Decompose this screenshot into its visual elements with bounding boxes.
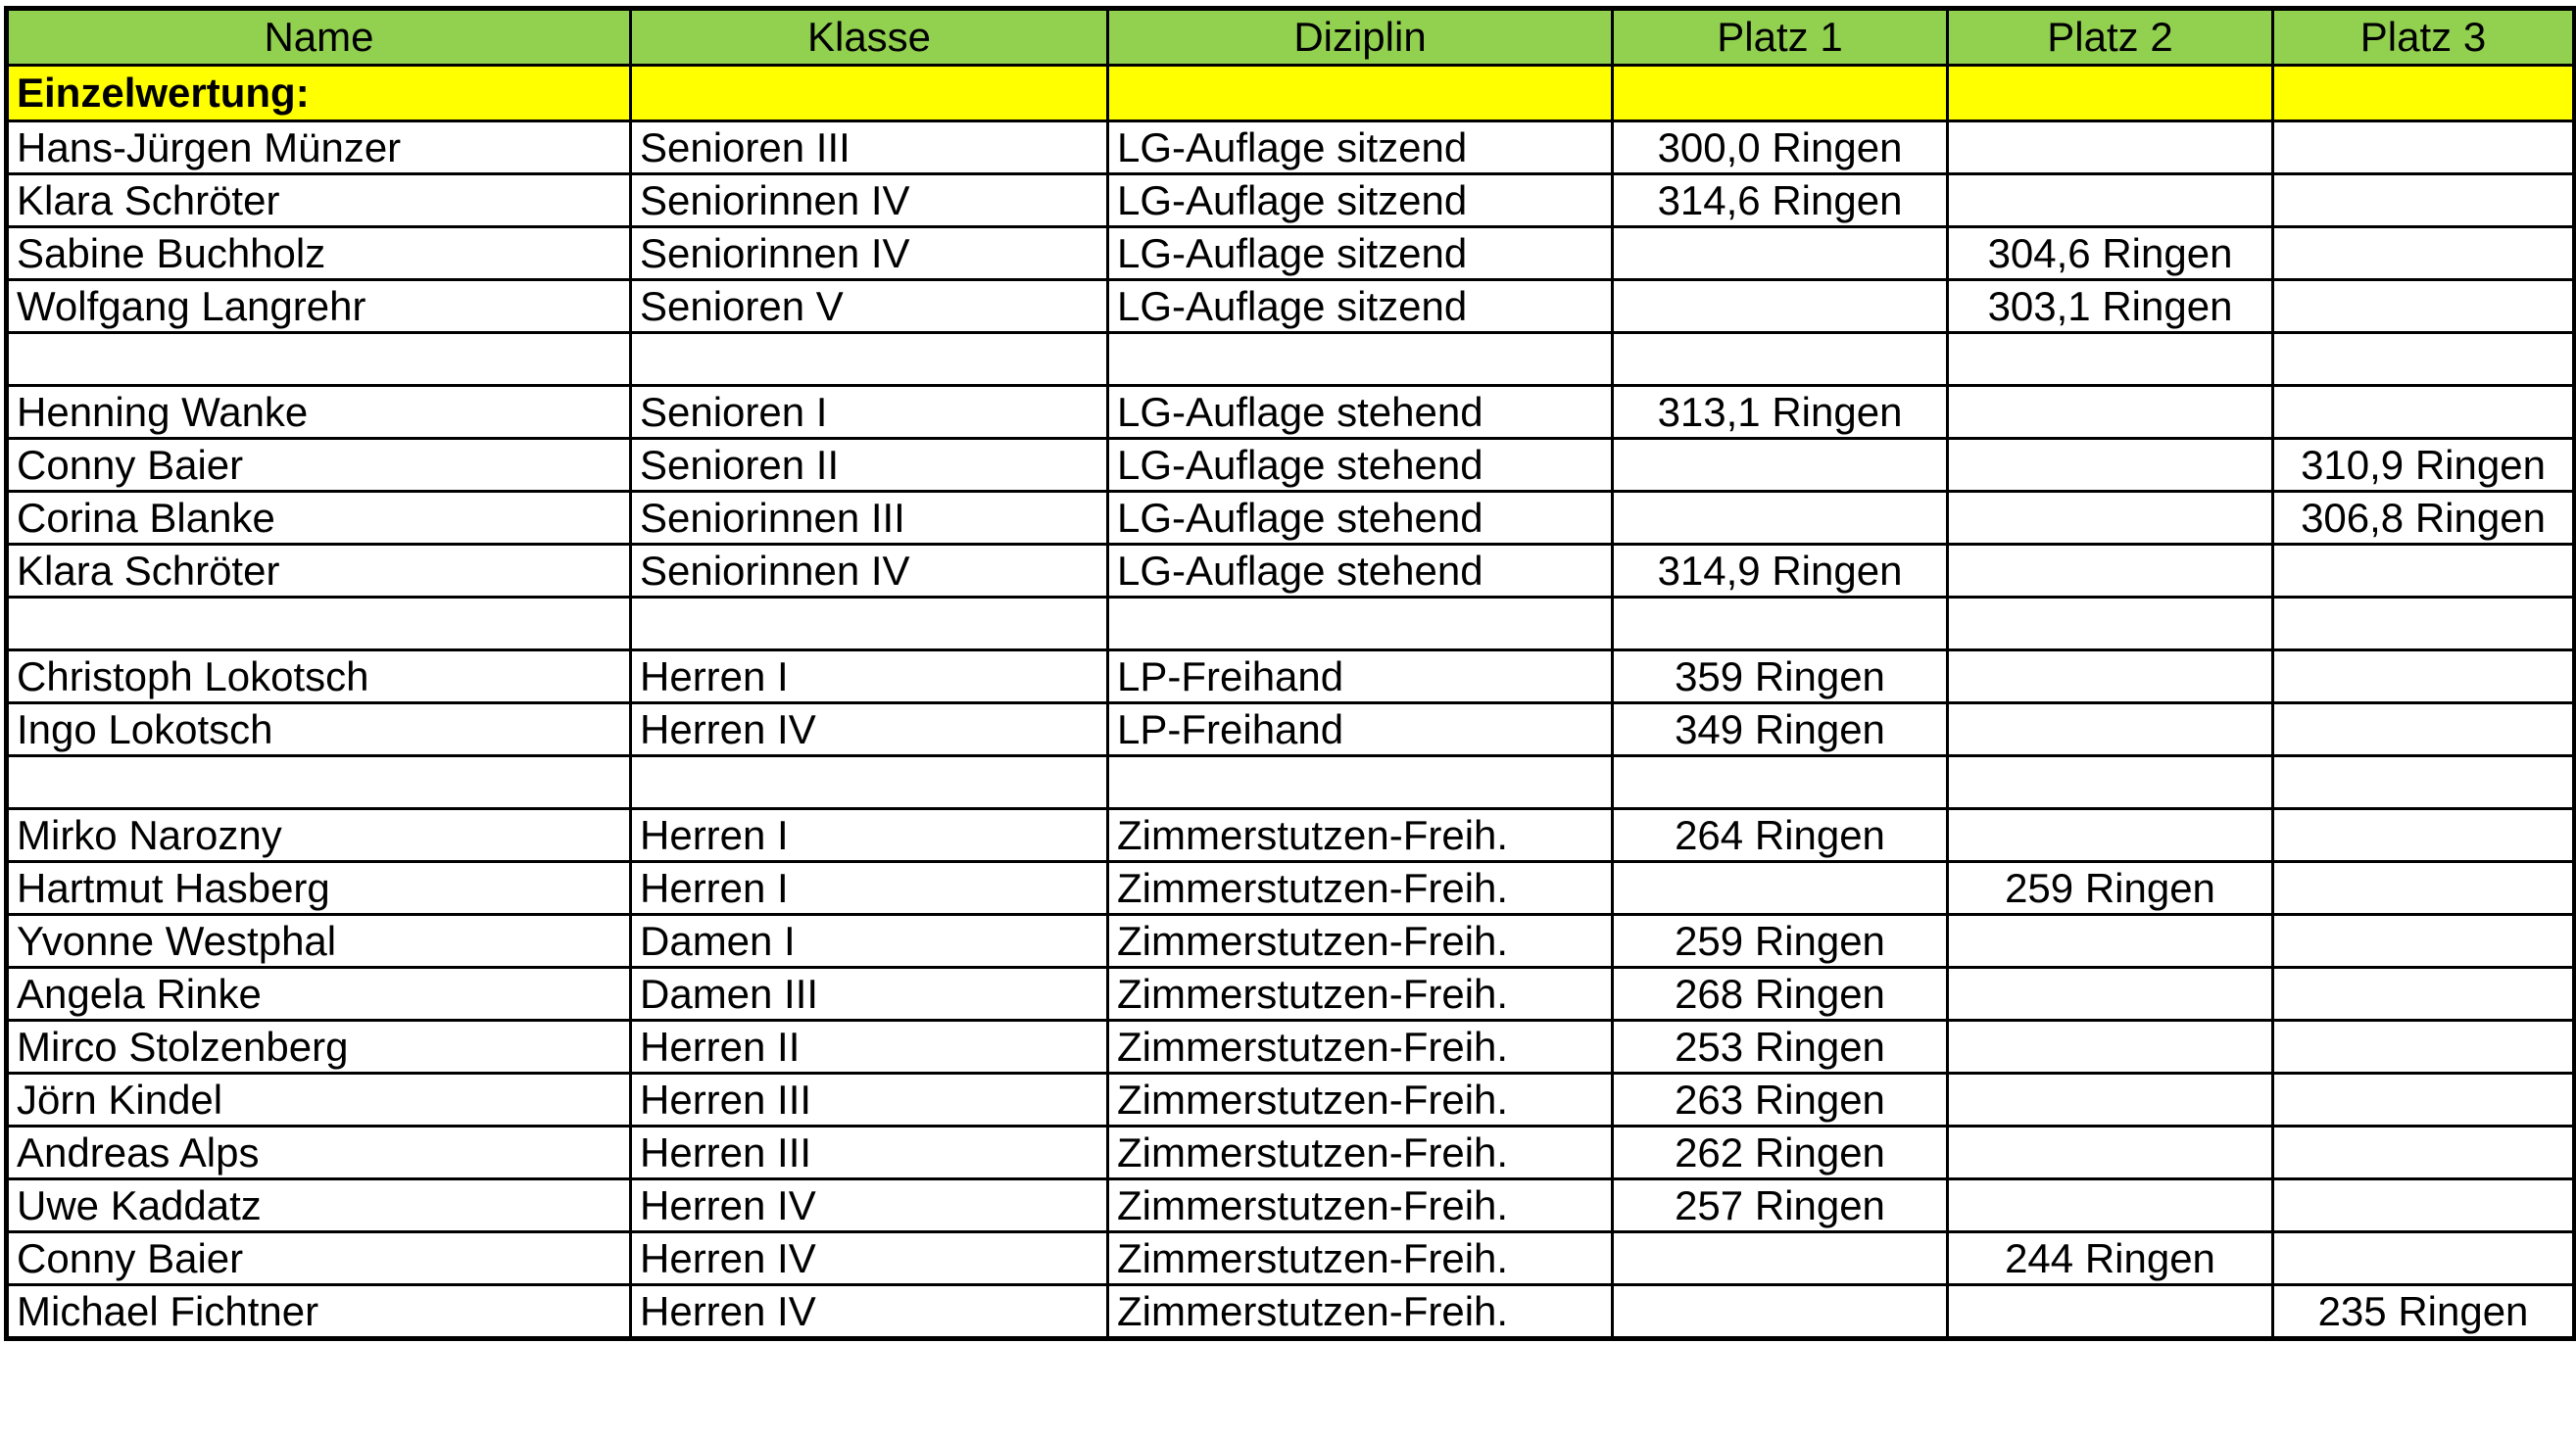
cell-platz1	[1613, 280, 1948, 333]
cell-platz2	[1948, 1127, 2273, 1179]
cell-platz1: 263 Ringen	[1613, 1074, 1948, 1127]
cell-platz3	[2273, 386, 2575, 439]
cell-platz2	[1948, 915, 2273, 968]
blank-row	[7, 333, 2575, 386]
cell-name: Michael Fichtner	[7, 1285, 631, 1339]
cell-platz2	[1948, 809, 2273, 862]
cell-platz2	[1948, 545, 2273, 598]
table-row	[7, 703, 2575, 756]
cell-klasse: Herren IV	[631, 1285, 1108, 1339]
cell-name: Angela Rinke	[7, 968, 631, 1021]
results-body	[7, 66, 2575, 1339]
cell-disziplin: LG-Auflage sitzend	[1108, 174, 1613, 227]
cell-name: Hartmut Hasberg	[7, 862, 631, 915]
cell-platz1: 259 Ringen	[1613, 915, 1948, 968]
cell-platz2	[1948, 386, 2273, 439]
cell-platz3	[2273, 280, 2575, 333]
table-row	[7, 1074, 2575, 1127]
cell-platz3	[2273, 1232, 2575, 1285]
table-row	[7, 227, 2575, 280]
cell-klasse: Herren IV	[631, 703, 1108, 756]
column-header-platz3: Platz 3	[2273, 9, 2575, 66]
cell-platz1	[1613, 1232, 1948, 1285]
cell-name: Wolfgang Langrehr	[7, 280, 631, 333]
cell-platz1: 268 Ringen	[1613, 968, 1948, 1021]
table-row	[7, 1285, 2575, 1339]
cell-klasse: Herren III	[631, 1074, 1108, 1127]
cell-platz1: 349 Ringen	[1613, 703, 1948, 756]
cell-platz2	[1948, 121, 2273, 174]
results-table	[4, 6, 2576, 1341]
cell-platz3: 306,8 Ringen	[2273, 492, 2575, 545]
cell-disziplin: Zimmerstutzen-Freih.	[1108, 968, 1613, 1021]
cell-platz1: 300,0 Ringen	[1613, 121, 1948, 174]
cell-platz1	[1613, 227, 1948, 280]
cell-name: Henning Wanke	[7, 386, 631, 439]
cell-name: Conny Baier	[7, 1232, 631, 1285]
table-row	[7, 650, 2575, 703]
cell-disziplin: LG-Auflage sitzend	[1108, 227, 1613, 280]
cell-klasse: Damen I	[631, 915, 1108, 968]
cell-disziplin: LP-Freihand	[1108, 703, 1613, 756]
cell-disziplin: Zimmerstutzen-Freih.	[1108, 1021, 1613, 1074]
table-row	[7, 280, 2575, 333]
cell-platz2	[1948, 598, 2273, 650]
table-row	[7, 1021, 2575, 1074]
column-header-klasse: Klasse	[631, 9, 1108, 66]
cell-disziplin: LG-Auflage sitzend	[1108, 121, 1613, 174]
blank-row	[7, 598, 2575, 650]
cell-disziplin	[1108, 333, 1613, 386]
cell-platz3	[2273, 227, 2575, 280]
cell-platz2: 259 Ringen	[1948, 862, 2273, 915]
cell-platz1: 264 Ringen	[1613, 809, 1948, 862]
cell-klasse: Herren I	[631, 862, 1108, 915]
table-row	[7, 1232, 2575, 1285]
cell-klasse	[631, 756, 1108, 809]
cell-name: Jörn Kindel	[7, 1074, 631, 1127]
cell-platz1	[1613, 1285, 1948, 1339]
section-row	[7, 66, 2575, 121]
cell-disziplin: Zimmerstutzen-Freih.	[1108, 862, 1613, 915]
cell-klasse: Herren IV	[631, 1232, 1108, 1285]
cell-platz3	[2273, 756, 2575, 809]
cell-platz2	[1948, 1021, 2273, 1074]
cell-disziplin: LG-Auflage stehend	[1108, 386, 1613, 439]
cell-klasse: Seniorinnen IV	[631, 227, 1108, 280]
cell-name: Yvonne Westphal	[7, 915, 631, 968]
cell-platz3	[2273, 598, 2575, 650]
cell-name: Klara Schröter	[7, 545, 631, 598]
cell-klasse: Herren I	[631, 809, 1108, 862]
column-header-platz1: Platz 1	[1613, 9, 1948, 66]
cell-klasse: Herren I	[631, 650, 1108, 703]
cell-disziplin: LG-Auflage stehend	[1108, 492, 1613, 545]
cell-platz1: 314,9 Ringen	[1613, 545, 1948, 598]
section-cell	[631, 66, 1108, 121]
cell-platz1: 257 Ringen	[1613, 1179, 1948, 1232]
table-row	[7, 1127, 2575, 1179]
section-cell	[1948, 66, 2273, 121]
cell-name: Ingo Lokotsch	[7, 703, 631, 756]
cell-name	[7, 598, 631, 650]
cell-disziplin: LG-Auflage sitzend	[1108, 280, 1613, 333]
cell-klasse: Herren III	[631, 1127, 1108, 1179]
cell-platz1: 262 Ringen	[1613, 1127, 1948, 1179]
cell-disziplin	[1108, 598, 1613, 650]
section-cell	[2273, 66, 2575, 121]
cell-klasse: Herren IV	[631, 1179, 1108, 1232]
table-row	[7, 492, 2575, 545]
table-row	[7, 386, 2575, 439]
table-row	[7, 121, 2575, 174]
cell-klasse: Senioren V	[631, 280, 1108, 333]
cell-platz3	[2273, 862, 2575, 915]
cell-name: Andreas Alps	[7, 1127, 631, 1179]
cell-platz3	[2273, 545, 2575, 598]
cell-disziplin: Zimmerstutzen-Freih.	[1108, 1127, 1613, 1179]
cell-disziplin: Zimmerstutzen-Freih.	[1108, 1232, 1613, 1285]
column-header-disziplin: Diziplin	[1108, 9, 1613, 66]
cell-platz2	[1948, 1074, 2273, 1127]
cell-name: Sabine Buchholz	[7, 227, 631, 280]
table-row	[7, 915, 2575, 968]
cell-name: Corina Blanke	[7, 492, 631, 545]
cell-platz3	[2273, 1127, 2575, 1179]
cell-platz3	[2273, 333, 2575, 386]
cell-disziplin: Zimmerstutzen-Freih.	[1108, 915, 1613, 968]
header-row	[7, 9, 2575, 66]
cell-platz2	[1948, 439, 2273, 492]
column-header-name: Name	[7, 9, 631, 66]
cell-name	[7, 756, 631, 809]
cell-disziplin: LG-Auflage stehend	[1108, 439, 1613, 492]
cell-platz2	[1948, 492, 2273, 545]
section-cell	[1613, 66, 1948, 121]
cell-name: Uwe Kaddatz	[7, 1179, 631, 1232]
cell-platz2	[1948, 650, 2273, 703]
cell-name: Mirco Stolzenberg	[7, 1021, 631, 1074]
table-row	[7, 862, 2575, 915]
table-row	[7, 968, 2575, 1021]
cell-platz3: 235 Ringen	[2273, 1285, 2575, 1339]
cell-klasse: Seniorinnen IV	[631, 174, 1108, 227]
table-row	[7, 545, 2575, 598]
cell-platz2: 244 Ringen	[1948, 1232, 2273, 1285]
cell-platz2	[1948, 1285, 2273, 1339]
cell-platz1	[1613, 756, 1948, 809]
cell-platz3: 310,9 Ringen	[2273, 439, 2575, 492]
blank-row	[7, 756, 2575, 809]
cell-disziplin	[1108, 756, 1613, 809]
cell-klasse: Seniorinnen III	[631, 492, 1108, 545]
cell-platz3	[2273, 1021, 2575, 1074]
cell-name: Klara Schröter	[7, 174, 631, 227]
table-row	[7, 1179, 2575, 1232]
cell-platz2	[1948, 333, 2273, 386]
cell-platz2	[1948, 756, 2273, 809]
cell-disziplin: Zimmerstutzen-Freih.	[1108, 1285, 1613, 1339]
cell-klasse	[631, 333, 1108, 386]
cell-platz1: 314,6 Ringen	[1613, 174, 1948, 227]
cell-platz3	[2273, 1074, 2575, 1127]
cell-klasse: Senioren I	[631, 386, 1108, 439]
cell-name	[7, 333, 631, 386]
section-cell	[1108, 66, 1613, 121]
cell-disziplin: LP-Freihand	[1108, 650, 1613, 703]
cell-name: Hans-Jürgen Münzer	[7, 121, 631, 174]
cell-klasse: Seniorinnen IV	[631, 545, 1108, 598]
cell-disziplin: Zimmerstutzen-Freih.	[1108, 1179, 1613, 1232]
cell-platz1	[1613, 492, 1948, 545]
cell-platz3	[2273, 968, 2575, 1021]
table-row	[7, 809, 2575, 862]
cell-platz1: 313,1 Ringen	[1613, 386, 1948, 439]
column-header-platz2: Platz 2	[1948, 9, 2273, 66]
cell-platz3	[2273, 809, 2575, 862]
cell-platz2: 303,1 Ringen	[1948, 280, 2273, 333]
cell-klasse: Senioren III	[631, 121, 1108, 174]
cell-platz1	[1613, 862, 1948, 915]
cell-platz2	[1948, 174, 2273, 227]
cell-platz1	[1613, 439, 1948, 492]
cell-name: Conny Baier	[7, 439, 631, 492]
cell-platz1	[1613, 333, 1948, 386]
cell-klasse: Senioren II	[631, 439, 1108, 492]
table-row	[7, 174, 2575, 227]
cell-platz1: 359 Ringen	[1613, 650, 1948, 703]
cell-platz2: 304,6 Ringen	[1948, 227, 2273, 280]
cell-platz2	[1948, 703, 2273, 756]
cell-platz3	[2273, 703, 2575, 756]
cell-disziplin: LG-Auflage stehend	[1108, 545, 1613, 598]
cell-platz3	[2273, 121, 2575, 174]
cell-platz3	[2273, 174, 2575, 227]
cell-name: Christoph Lokotsch	[7, 650, 631, 703]
cell-disziplin: Zimmerstutzen-Freih.	[1108, 809, 1613, 862]
cell-platz3	[2273, 915, 2575, 968]
cell-platz2	[1948, 968, 2273, 1021]
cell-platz2	[1948, 1179, 2273, 1232]
cell-klasse: Damen III	[631, 968, 1108, 1021]
cell-platz1	[1613, 598, 1948, 650]
cell-name: Mirko Narozny	[7, 809, 631, 862]
cell-platz3	[2273, 650, 2575, 703]
cell-platz3	[2273, 1179, 2575, 1232]
table-row	[7, 439, 2575, 492]
cell-klasse	[631, 598, 1108, 650]
section-label: Einzelwertung:	[7, 66, 631, 121]
cell-disziplin: Zimmerstutzen-Freih.	[1108, 1074, 1613, 1127]
cell-platz1: 253 Ringen	[1613, 1021, 1948, 1074]
cell-klasse: Herren II	[631, 1021, 1108, 1074]
